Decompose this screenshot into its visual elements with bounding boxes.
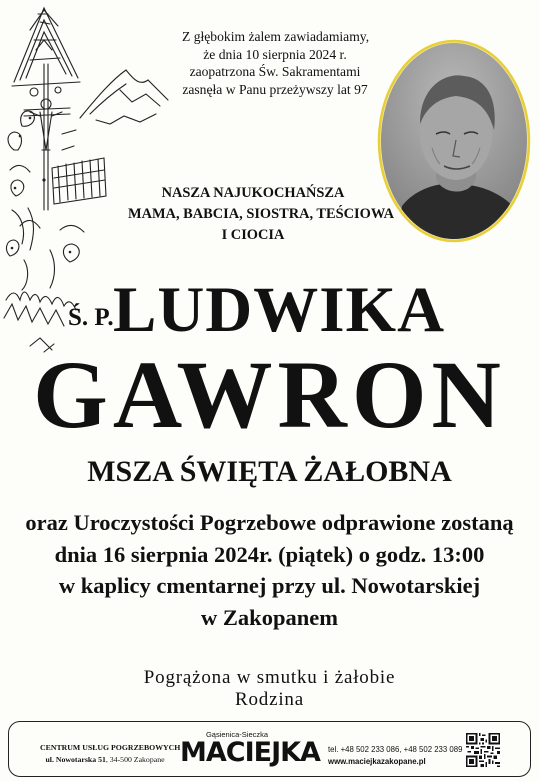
brand-subtitle: Gąsienica-Sieczka bbox=[205, 730, 269, 739]
intro-line: że dnia 10 sierpnia 2024 r. bbox=[203, 46, 347, 62]
family-line: MAMA, BABCIA, SIOSTRA, TEŚCIOWA bbox=[128, 206, 395, 222]
closing-line: Pogrążona w smutku i żałobie bbox=[143, 667, 396, 688]
announcement-intro bbox=[182, 28, 368, 98]
ceremony-line: oraz Uroczystości Pogrzebowe odprawione zostaną bbox=[25, 510, 514, 535]
company-name: CENTRUM USŁUG POGRZEBOWYCH bbox=[40, 743, 181, 752]
name-prefix: Ś. P. bbox=[68, 304, 114, 331]
address-street: ul. Nowotarska 51 bbox=[45, 755, 106, 764]
closing-signature bbox=[0, 667, 539, 711]
last-name: GAWRON bbox=[33, 341, 506, 448]
portrait-photo bbox=[376, 38, 532, 244]
qr-code bbox=[466, 733, 500, 767]
mass-title: MSZA ŚWIĘTA ŻAŁOBNA bbox=[87, 455, 452, 488]
footer-company bbox=[40, 742, 181, 766]
address-city: , 34-500 Zakopane bbox=[105, 755, 165, 764]
family-line: NASZA NAJUKOCHAŃSZA bbox=[161, 185, 345, 201]
phone-numbers: tel. +48 502 233 086, +48 502 233 089 bbox=[328, 745, 463, 754]
intro-line: Z głębokim żalem zawiadamiamy, bbox=[182, 29, 370, 44]
ceremony-line: dnia 16 sierpnia 2024r. (piątek) o godz. 13:00 bbox=[54, 541, 485, 567]
family-relations bbox=[128, 183, 395, 246]
intro-line: zasnęła w Panu przeżywszy lat 97 bbox=[182, 81, 368, 97]
intro-line: zaopatrzona Św. Sakramentami bbox=[189, 64, 361, 79]
brand-logo: MACIEJKA bbox=[180, 737, 320, 768]
first-name: LUDWIKA bbox=[113, 274, 446, 346]
ceremony-details bbox=[0, 507, 539, 633]
footer-contact bbox=[328, 744, 468, 767]
company-address bbox=[40, 754, 170, 766]
ceremony-line: w kaplicy cmentarnej przy ul. Nowotarskiej bbox=[58, 573, 481, 598]
ceremony-line: w Zakopanem bbox=[201, 604, 338, 630]
closing-line: Rodzina bbox=[235, 689, 304, 710]
website-link[interactable]: www.maciejkazakopane.pl bbox=[328, 756, 426, 766]
family-line: I CIOCIA bbox=[221, 227, 285, 243]
